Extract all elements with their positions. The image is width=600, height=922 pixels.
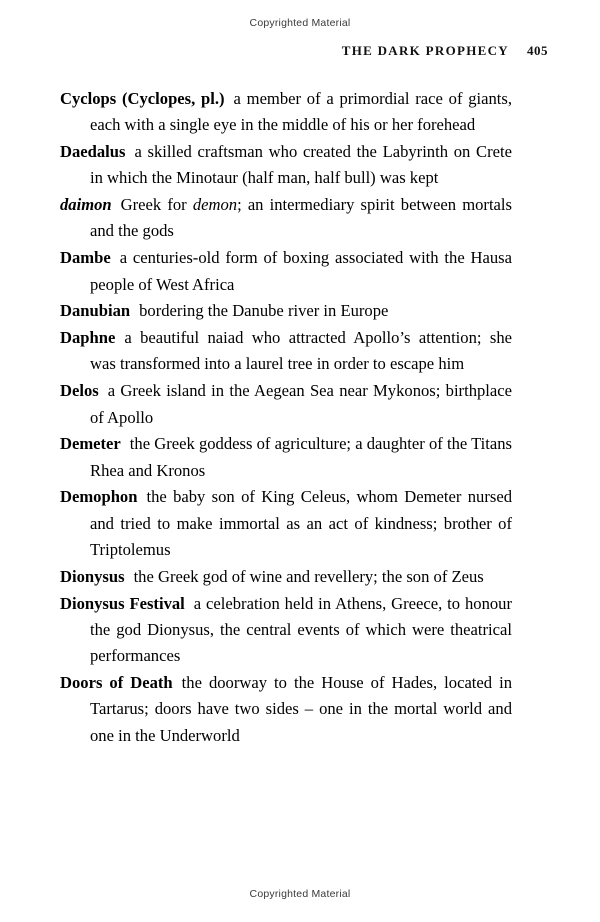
glossary-entry [60, 86, 512, 139]
glossary-definition [90, 195, 512, 240]
glossary-term: Dambe [60, 248, 111, 268]
glossary-entry [60, 431, 512, 484]
glossary-entry [60, 484, 512, 563]
glossary-entry [60, 325, 512, 378]
glossary-entry [60, 378, 512, 431]
page-number: 405 [527, 43, 548, 58]
glossary-term: daimon [60, 195, 112, 215]
glossary-term: Demophon [60, 487, 138, 507]
glossary-definition: a centuries-old form of boxing associated with the Hausa people of West Africa [90, 248, 512, 294]
glossary-definition: a Greek island in the Aegean Sea near Mykonos; birthplace of Apollo [90, 381, 512, 427]
glossary-definition-pre: Greek for [120, 195, 193, 215]
glossary-definition: the Greek goddess of agriculture; a daughter of the Titans Rhea and Kronos [90, 434, 512, 480]
glossary-definition: a member of a primordial race of giants, each with a single eye in the middle of his or her forehead [90, 89, 513, 135]
glossary-definition: a celebration held in Athens, Greece, to honour the god Dionysus, the central events of which were theatrical performances [90, 593, 512, 666]
glossary-term: Delos [60, 381, 99, 401]
glossary-term: Cyclops (Cyclopes, pl.) [60, 89, 225, 108]
copyright-watermark-top: Copyrighted Material [249, 17, 351, 29]
copyright-watermark-bottom: Copyrighted Material [249, 888, 351, 900]
glossary-entry [60, 192, 512, 245]
glossary-term: Dionysus [60, 566, 125, 586]
glossary-entry [60, 245, 512, 298]
glossary-definition-post: ; an intermediary spirit between mortals and the gods [90, 195, 512, 241]
glossary-entry [60, 670, 512, 749]
glossary-term: Doors of Death [60, 673, 173, 693]
glossary-definition: bordering the Danube river in Europe [139, 301, 389, 321]
glossary-entry-list [60, 86, 512, 749]
glossary-term: Danubian [60, 301, 131, 321]
glossary-term: Dionysus Festival [60, 593, 185, 613]
glossary-entry [60, 591, 512, 670]
glossary-entry [60, 564, 512, 590]
glossary-term: Demeter [60, 434, 121, 454]
glossary-term: Daphne [60, 328, 116, 348]
glossary-definition: a beautiful naiad who attracted Apollo’s attention; she was transformed into a laurel tree in order to escape him [90, 328, 512, 374]
glossary-definition: a skilled craftsman who created the Labyrinth on Crete in which the Minotaur (half man, half bull) was kept [90, 142, 512, 188]
glossary-definition: the doorway to the House of Hades, located in Tartarus; doors have two sides – one in the mortal world and one in the Underworld [90, 673, 513, 745]
glossary-definition-emphasis: demon [192, 195, 238, 215]
glossary-entry [60, 298, 512, 324]
glossary-definition: the baby son of King Celeus, whom Demeter nursed and tried to make immortal as an act of kindness; brother of Triptolemus [90, 487, 512, 560]
glossary-entry [60, 139, 512, 192]
running-head [60, 43, 548, 59]
glossary-definition: the Greek god of wine and revellery; the son of Zeus [133, 566, 484, 586]
running-head-title: THE DARK PROPHECY [341, 43, 509, 58]
glossary-term: Daedalus [60, 142, 126, 162]
